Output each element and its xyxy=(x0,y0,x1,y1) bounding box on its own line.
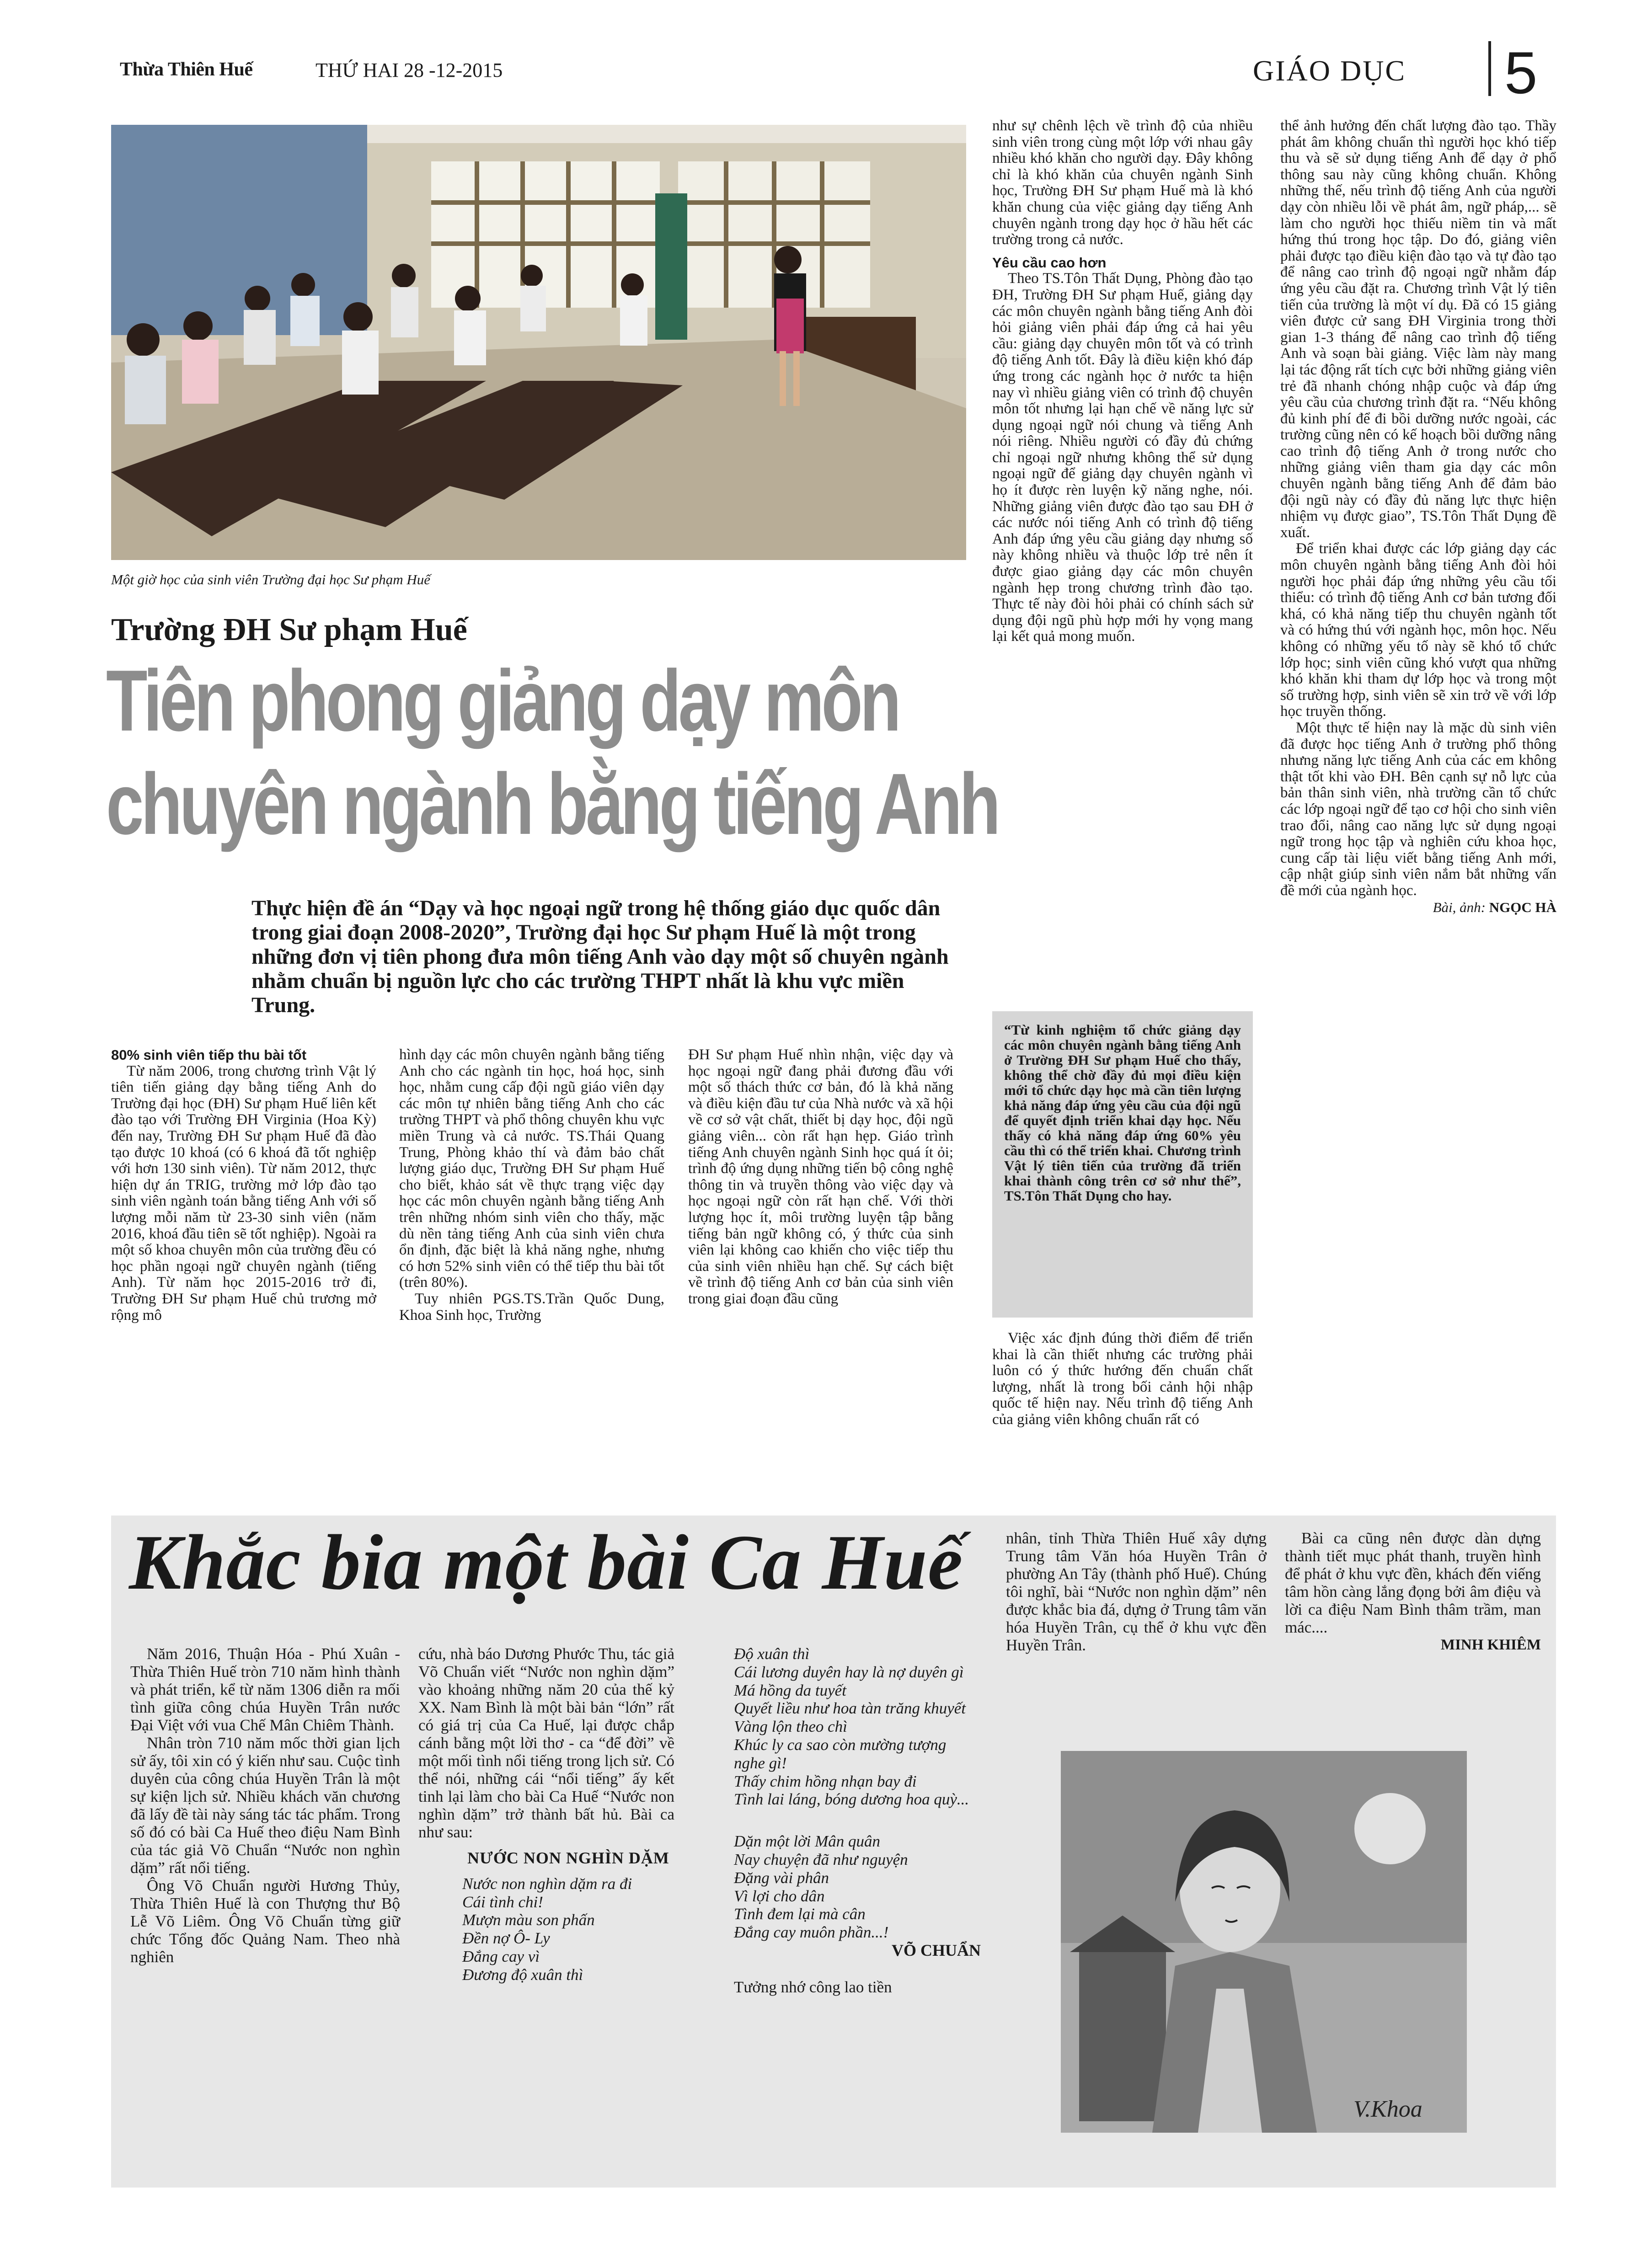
paragraph: Tưởng nhớ công lao tiền xyxy=(734,1978,892,1996)
byline xyxy=(1280,899,1556,916)
feature-column-4 xyxy=(1006,1529,1267,1654)
paragraph: Theo TS.Tôn Thất Dụng, Phòng đào tạo ĐH, Trường ĐH Sư phạm Huế, giảng dạy các môn chuyên ngành bằng tiếng Anh đòi hỏi giảng viên phải đáp ứng cả hai yêu cầu: giảng dạy chuyên môn tốt và có trình độ tiếng Anh tốt. Đây là điều kiện khó đáp ứng trong các ngành học ở nước ta hiện nay vì nhiều giảng viên có trình độ chuyên môn tốt nhưng lại hạn chế về năng lực sử dụng ngoại ngữ nói chung và tiếng Anh nói riêng. Nhiều người có đầy đủ chứng chỉ ngoại ngữ nhưng không thể sử dụng ngoại ngữ để giảng dạy chuyên ngành vì họ ít được rèn luyện kỹ năng nghe, nói. Những giảng viên được đào tạo sau ĐH ở các nước nói tiếng Anh có trình độ tiếng Anh đáp ứng yêu cầu giảng dạy nhưng số này không nhiều và thuộc lớp trẻ nên ít được giao giảng dạy các môn chuyên ngành hẹp trong chương trình đào tạo. Thực tế này đòi hỏi phải có chính sách sử dụng đội ngũ phù hợp mới hy vọng mang lại kết quả mong muốn. xyxy=(992,270,1253,645)
poem-line: Quyết liều như hoa tàn trăng khuyết xyxy=(734,1699,966,1718)
paragraph: Việc xác định đúng thời điểm để triển khai là cần thiết nhưng các trường phải luôn có ý thức hướng đến chuẩn chất lượng, nhất là trong bối cảnh hội nhập quốc tế hiện nay. Nếu trình độ tiếng Anh của giảng viên không chuẩn rất có xyxy=(992,1330,1253,1428)
feature-title: Khắc bia một bài Ca Huế xyxy=(129,1519,963,1606)
subheading: 80% sinh viên tiếp thu bài tốt xyxy=(111,1047,307,1063)
paragraph: Một thực tế hiện nay là mặc dù sinh viên đã được học tiếng Anh ở trường phổ thông nhưng năng lực tiếng Anh của các em không thật tốt khi vào ĐH. Bên cạnh sự nỗ lực của bản thân sinh viên, nhà trường cần tổ chức các lớp ngoại ngữ để tạo cơ hội cho sinh viên trao đổi, nâng cao năng lực sử dụng ngoại ngữ trong học tập và nghiên cứu khoa học, cung cấp tài liệu viết bằng tiếng Anh mới, cập nhật giúp sinh viên nắm bắt những vấn đề mới của ngành học. xyxy=(1280,719,1556,899)
newspaper-name: Thừa Thiên Huế xyxy=(120,59,253,80)
header-divider xyxy=(1488,41,1491,96)
paragraph: Tuy nhiên PGS.TS.Trần Quốc Dung, Khoa Sinh học, Trường xyxy=(399,1290,664,1323)
poem-line: Dặn một lời Mân quân xyxy=(734,1832,881,1851)
feature-column-1 xyxy=(130,1645,400,1966)
poem-line: Đương độ xuân thì xyxy=(462,1965,583,1984)
poet-name: VÕ CHUẨN xyxy=(892,1941,981,1959)
painting-signature: V.Khoa xyxy=(1353,2096,1422,2122)
paragraph: ĐH Sư phạm Huế nhìn nhận, việc dạy và học ngoại ngữ đang phải đương đầu với một số thách thức cơ bản, đó là khả năng và điều kiện đầu tư của Nhà nước và xã hội về cơ sở vật chất, thiết bị dạy học, đội ngũ giảng viên... còn rất hạn hẹp. Giáo trình tiếng Anh chuyên ngành Sinh học quá ít ỏi; trình độ ứng dụng những tiến bộ công nghệ thông tin và truyền thông vào việc dạy và học ngoại ngữ còn rất hạn chế. Với thời lượng học ít, môi trường luyện tập bằng tiếng bản ngữ không có, ý thức của sinh viên lại không cao khiến cho việc tiếp thu của sinh viên nhiều hạn chế. Sự cách biệt về trình độ tiếng Anh cơ bản của sinh viên trong giai đoạn đầu cũng xyxy=(688,1046,953,1307)
paragraph: Ông Võ Chuẩn người Hương Thủy, Thừa Thiên Huế là con Thượng thư Bộ Lễ Võ Liêm. Ông Võ Chuẩn từng giữ chức Tổng đốc Quảng Nam. Theo nhà nghiên xyxy=(130,1877,400,1966)
princess-painting xyxy=(1061,1751,1467,2133)
poem-line: Mượn màu son phấn xyxy=(462,1911,595,1929)
article-column-5 xyxy=(1280,118,1556,915)
paragraph: Bài ca cũng nên được dàn dựng thành tiết mục phát thanh, truyền hình để phát ở khu vực đền, khách đến viếng tâm hồn càng lắng đọng bởi âm điệu và lời ca điệu Nam Bình thâm trầm, man mác.... xyxy=(1285,1529,1541,1636)
poem-line: Nước non nghìn dặm ra đi xyxy=(462,1874,632,1893)
article-kicker: Trường ĐH Sư phạm Huế xyxy=(111,612,467,647)
feature-column-2 xyxy=(418,1645,674,1984)
poem-line: Nay chuyện đã như nguyện xyxy=(734,1850,908,1868)
poem-line: Đắng cay vì xyxy=(462,1947,540,1965)
subheading: Yêu cầu cao hơn xyxy=(992,254,1107,271)
feature-author: MINH KHIÊM xyxy=(1440,1637,1541,1653)
paragraph: Để triển khai được các lớp giảng dạy các môn chuyên ngành bằng tiếng Anh đòi hỏi người học phải đáp ứng những yêu cầu tối thiểu: có trình độ tiếng Anh cơ bản tương đối khá, có khả năng tiếp thu chuyên ngành tốt và có hứng thú với ngành học, môn học. Nếu không có những yếu tố này sẽ khó tổ chức lớp học; sinh viên cũng khó vượt qua những khó khăn khi tham dự lớp học và trong một số trường hợp, sinh viên sẽ xin trở về với lớp học truyền thống. xyxy=(1280,540,1556,720)
paragraph: Từ năm 2006, trong chương trình Vật lý tiên tiến giảng dạy bằng tiếng Anh do Trường đại học (ĐH) Sư phạm Huế liên kết đào tạo với Trường ĐH Virginia (Hoa Kỳ) đến nay, Trường ĐH Sư phạm Huế đã đào tạo được 10 khoá (có 6 khoá đã tốt nghiệp với hơn 130 sinh viên). Từ năm 2012, thực hiện dự án TRIG, trường mở lớp đào tạo sinh viên ngành toán bằng tiếng Anh với số lượng mỗi năm từ 23-30 sinh viên (năm 2016, khoá đầu tiên sẽ tốt nghiệp). Ngoài ra một số khoa chuyên môn của trường đều có học phần ngoại ngữ chuyên ngành (tiếng Anh). Từ năm học 2015-2016 trở đi, Trường ĐH Sư phạm Huế chủ trương mở rộng mô xyxy=(111,1062,376,1323)
article-headline xyxy=(106,649,998,856)
article-column-1 xyxy=(111,1047,376,1323)
poem-title: NƯỚC NON NGHÌN DẶM xyxy=(467,1849,669,1867)
paragraph: nhân, tỉnh Thừa Thiên Huế xây dựng Trung tâm Văn hóa Huyền Trân ở phường An Tây (thành phố Huế). Chúng tôi nghĩ, bài “Nước non nghìn dặm” nên được khắc bia đá, dựng ở Trung tâm văn hóa Huyền Trân, cụ thể ở khu vực đền Huyền Trân. xyxy=(1006,1529,1267,1654)
byline-label: Bài, ảnh: xyxy=(1433,899,1486,915)
poem-line: Tình lai láng, bóng dương hoa quỳ... xyxy=(734,1790,969,1809)
classroom-photo xyxy=(111,125,966,560)
poem-line: Cái lương duyên hay là nợ duyên gì xyxy=(734,1663,964,1681)
poem-part-1 xyxy=(446,1849,674,1984)
poem-line: Khúc ly ca sao còn mường tượng nghe gì! xyxy=(734,1735,946,1772)
paragraph: Năm 2016, Thuận Hóa - Phú Xuân - Thừa Thiên Huế tròn 710 năm hình thành và phát triển, kể từ năm 1306 diễn ra mối tình giữa công chúa Huyền Trân nước Đại Việt với vua Chế Mân Chiêm Thành. xyxy=(130,1645,400,1734)
byline-author: NGỌC HÀ xyxy=(1489,899,1556,915)
article-column-4 xyxy=(992,118,1253,645)
paragraph: thể ảnh hưởng đến chất lượng đào tạo. Thầy phát âm không chuẩn thì người học khó tiếp thu và sẽ sử dụng tiếng Anh để dạy ở phổ thông sau này cũng không chuẩn. Không những thế, nếu trình độ tiếng Anh của người dạy còn nhiều lỗi về phát âm, ngữ pháp,... sẽ làm cho người học thiếu niềm tin và mất hứng thú trong học tập. Do đó, giảng viên phải được tạo điều kiện đào tạo và tự đào tạo để nâng cao trình độ ngoại ngữ nhằm đáp ứng yêu cầu đặt ra. Chương trình Vật lý tiên tiến của trường là một ví dụ. Đã có 15 giảng viên được cử sang ĐH Virginia trong thời gian 1-3 tháng để nâng cao trình độ tiếng Anh và soạn bài giảng. Việc làm này mang lại tác động rất tích cực bởi những giảng viên trẻ đã nhanh chóng nhập cuộc và đáp ứng yêu cầu của chương trình đặt ra. “Nếu không đủ kinh phí để đi bồi dưỡng nước ngoài, các trường cũng nên có kế hoạch bồi dưỡng nâng cao trình độ tiếng Anh ở trong nước cho những giảng viên tham gia dạy các môn chuyên ngành bằng tiếng Anh để đảm bảo đội ngũ này có đầy đủ năng lực thực hiện nhiệm vụ được giao”, TS.Tôn Thất Dụng đề xuất. xyxy=(1280,117,1556,541)
poem-line: Má hồng da tuyết xyxy=(734,1681,846,1699)
section-title: GIÁO DỤC xyxy=(1253,54,1406,87)
article-column-2 xyxy=(399,1047,664,1323)
paragraph: như sự chênh lệch về trình độ của nhiều sinh viên trong cùng một lớp với nhau gây nhiều khó khăn cho người dạy. Đây không chỉ là khó khăn của chuyên ngành Sinh học, Trường ĐH Sư phạm Huế mà là khó khăn chung của việc giảng dạy tiếng Anh chuyên ngành trong dạy học ở hầu hết các trường trong cả nước. xyxy=(992,117,1253,248)
poem-line: Tình đem lại mà cân xyxy=(734,1905,866,1923)
poem-part-2 xyxy=(734,1645,981,1996)
pull-quote: “Từ kinh nghiệm tổ chức giảng dạy các môn chuyên ngành bằng tiếng Anh ở Trường ĐH Sư phạm Huế cho thấy, không thể chờ đầy đủ mọi điều kiện mới tổ chức dạy học mà cần tiên lượng khả năng đáp ứng yêu cầu của đội ngũ để quyết định triển khai dạy học. Nếu thấy có khả năng đáp ứng 60% yêu cầu thì có thể triển khai. Chương trình Vật lý tiên tiến của trường đã triển khai thành công trên cơ sở như thế”, TS.Tôn Thất Dụng cho hay. xyxy=(992,1011,1253,1318)
feature-column-5 xyxy=(1285,1529,1541,1654)
poem-line: Đền nợ Ô- Ly xyxy=(462,1929,550,1948)
article-column-4-cont xyxy=(992,1330,1253,1428)
photo-caption: Một giờ học của sinh viên Trường đại học Sư phạm Huế xyxy=(111,571,431,587)
paragraph: hình dạy các môn chuyên ngành bằng tiếng Anh cho các ngành tin học, hoá học, sinh học, nhằm cung cấp đội ngũ giáo viên dạy các môn tự nhiên bằng tiếng Anh cho các trường THPT và phổ thông chuyên khu vực miền Trung và cả nước. TS.Thái Quang Trung, Phòng khảo thí và đảm bảo chất lượng giáo dục, Trường ĐH Sư phạm Huế cho biết, khảo sát về thực trạng việc dạy học các môn chuyên ngành bằng tiếng Anh trên những nhóm sinh viên cho thấy, mặc dù nền tảng tiếng Anh của sinh viên chưa ổn định, đặc biệt là khả năng nghe, nhưng có hơn 52% sinh viên có thể tiếp thu bài tốt (trên 80%). xyxy=(399,1046,664,1291)
poem-line: Đặng vài phân xyxy=(734,1868,829,1887)
poem-line: Thấy chim hồng nhạn bay đi xyxy=(734,1772,917,1790)
poem-line: Vàng lộn theo chì xyxy=(734,1718,847,1736)
headline-line-2: chuyên ngành bằng tiếng Anh xyxy=(106,756,998,853)
poem-line: Độ xuân thì xyxy=(734,1645,810,1663)
article-lead: Thực hiện đề án “Dạy và học ngoại ngữ trong hệ thống giáo dục quốc dân trong giai đoạn 2008-2020”, Trường đại học Sư phạm Huế là một trong những đơn vị tiên phong đưa môn tiếng Anh vào dạy một số chuyên ngành nhằm chuẩn bị nguồn lực cho các trường THPT nhất là khu vực miền Trung. xyxy=(251,896,949,1017)
paragraph: Nhân tròn 710 năm mốc thời gian lịch sử ấy, tôi xin có ý kiến như sau. Cuộc tình duyên của công chúa Huyền Trân là một sự kiện lịch sử. Nhiều khách văn chương đã lấy đề tài này sáng tác tác phẩm. Trong số đó có bài Ca Huế theo điệu Nam Bình của tác giả Võ Chuẩn “Nước non nghìn dặm” rất nổi tiếng. xyxy=(130,1734,400,1877)
poem-line: Cái tình chi! xyxy=(462,1893,543,1911)
poem-line: Đắng cay muôn phần...! xyxy=(734,1923,889,1942)
article-column-3 xyxy=(688,1047,953,1307)
issue-date: THỨ HAI 28 -12-2015 xyxy=(315,59,503,81)
paragraph: cứu, nhà báo Dương Phước Thu, tác giả Võ Chuẩn viết “Nước non nghìn dặm” vào khoảng những năm 20 của thế kỷ XX. Nam Bình là một bài bản “lớn” rất có giá trị của Ca Huế, lại được chắp cánh bằng một lời thơ - ca “để đời” về một mối tình nổi tiếng trong lịch sử. Có thể nói, những cái “nổi tiếng” ấy kết tinh lại làm cho bài Ca Huế “Nước non nghìn dặm” trở thành bất hủ. Bài ca như sau: xyxy=(418,1645,674,1841)
poem-line: Vì lợi cho dân xyxy=(734,1887,825,1905)
headline-line-1: Tiên phong giảng dạy môn xyxy=(106,652,898,749)
page-number: 5 xyxy=(1504,39,1538,106)
